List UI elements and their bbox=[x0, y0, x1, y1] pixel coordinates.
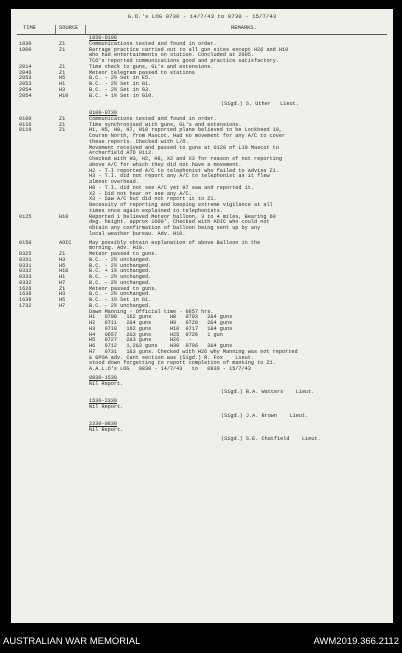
section-heading: 0100-0730 bbox=[89, 110, 118, 116]
section-heading: 2330-0830 bbox=[89, 421, 118, 428]
log-time: 0333 bbox=[19, 274, 32, 280]
signature-line: (Sigd.) B.A. Watters Lieut. bbox=[221, 389, 315, 396]
log-line bbox=[11, 428, 393, 434]
log-remark: Meteor telegram passed to stations bbox=[89, 69, 195, 76]
signature-line: (Sigd.) S. Uther Lieut. bbox=[221, 101, 299, 108]
log-remark: Time check to guns, GL's and extensions. bbox=[89, 63, 214, 70]
log-source: H3 bbox=[59, 291, 66, 298]
column-header-row bbox=[11, 25, 393, 33]
log-time: 1900 bbox=[19, 46, 32, 53]
log-remark: Nil Report. bbox=[89, 427, 124, 433]
column-header-remarks: REMARKS. bbox=[231, 25, 257, 31]
log-remark: who had entertainments on station. Concluded at 2005. bbox=[89, 52, 254, 59]
log-line bbox=[11, 437, 393, 443]
log-remark: H2 - T.I reported A/C to telephonist who failed to advise Z1. bbox=[89, 167, 279, 174]
log-time: 2046 bbox=[19, 69, 32, 76]
footer-credit: AUSTRALIAN WAR MEMORIAL bbox=[3, 636, 141, 647]
log-time: 0332 bbox=[19, 268, 32, 275]
log-remark: B.C. - 2½ unchanged. bbox=[89, 279, 152, 286]
log-remark: H8 - T.I. did not see A/C yet H7 saw and reported it. bbox=[89, 184, 254, 191]
log-source: H5 bbox=[59, 262, 66, 269]
log-source: H5 bbox=[59, 75, 66, 82]
log-title: G.O.'s LOG 0730 - 14/7/43 to 0730 - 15/7/43 bbox=[127, 13, 277, 20]
log-time: 0125 bbox=[19, 213, 32, 220]
log-remark: Necessity of reporting and keeping extreme vigilance at all bbox=[89, 202, 273, 208]
log-remark: & GPOA adv. Cant section was (Sigd.) R. Fox Lieut. bbox=[89, 354, 254, 361]
log-remark: morning. Adv. H10. bbox=[89, 245, 146, 252]
log-remark: these reports. Checked with L/O. bbox=[89, 138, 189, 145]
log-remark: H3 0718 162 guns H10 0717 1&4 guns bbox=[89, 325, 233, 332]
log-source: H10 bbox=[59, 213, 69, 220]
log-remark: May possibly obtain explanation of above Balloon in the bbox=[89, 239, 261, 246]
log-source: H7 bbox=[59, 302, 66, 309]
section-heading: 0830-1530 bbox=[89, 374, 118, 381]
signature-line: (Sigd.) J.A. Brown Lieut. bbox=[221, 412, 309, 419]
log-remark: H6 0712 1,2&3 guns H30 0706 3&4 guns bbox=[89, 343, 233, 349]
log-remark: B.C. - 2½ Set in E5. bbox=[89, 75, 152, 82]
log-remark: stood down forgetting to report completion of manning to Z1. bbox=[89, 360, 276, 367]
section-heading: 1530-2330 bbox=[89, 398, 118, 404]
log-remark: B.C. + 1½ unchanged. bbox=[89, 268, 152, 275]
log-source: Z1 bbox=[59, 127, 66, 134]
log-remark: Course North, from Mascot. Had no movement for any A/C to cover bbox=[89, 133, 286, 139]
log-source: H10 bbox=[59, 92, 69, 99]
log-time: 1830 bbox=[19, 40, 32, 47]
header-rule bbox=[17, 34, 387, 35]
log-time: 0325 bbox=[19, 251, 32, 257]
log-time: 0119 bbox=[19, 127, 32, 134]
log-source: Z1 bbox=[59, 40, 66, 47]
section-heading: 1830-0100 bbox=[89, 35, 118, 41]
log-time: 0100 bbox=[19, 115, 32, 122]
log-source: Z1 bbox=[59, 69, 66, 76]
log-remark: Reported 1 believed Meteor balloon, 3 to 4 miles, Bearing 60 bbox=[89, 213, 276, 220]
log-source: Z1 bbox=[59, 115, 66, 122]
log-time: 0150 bbox=[19, 239, 32, 246]
log-source: H5 bbox=[59, 297, 66, 303]
log-source: H3 bbox=[59, 256, 66, 263]
log-remark: A.A.L.O's LOG 0830 - 14/7/43 to 0830 - 15/7/43 bbox=[89, 366, 251, 372]
log-remark: almost overhead. bbox=[89, 179, 139, 185]
log-remark: Nil Report. bbox=[89, 380, 124, 387]
log-time: 2054 bbox=[19, 86, 32, 93]
log-remark: Archerfield ATD 0112. bbox=[89, 150, 155, 157]
log-time: 1732 bbox=[19, 302, 32, 309]
log-remark: Meteor passed to guns. bbox=[89, 285, 158, 292]
log-source: AOIC bbox=[59, 239, 72, 246]
log-source: Z1 bbox=[59, 251, 66, 257]
log-source: H3 bbox=[59, 86, 66, 93]
log-line bbox=[11, 94, 393, 100]
log-line bbox=[11, 102, 393, 108]
log-remark: B.C. - 2½ unchanged. bbox=[89, 291, 152, 298]
log-time: 2053 bbox=[19, 75, 32, 82]
log-time: 0116 bbox=[19, 121, 32, 128]
log-remark: B.C. - 1½ Set in G1. bbox=[89, 297, 152, 303]
log-line bbox=[11, 367, 393, 373]
log-remark: H4 0657 2&3 guns H25 0726 1 gun bbox=[89, 331, 223, 338]
log-remark: Communications tested and found in order. bbox=[89, 40, 217, 47]
log-remark: H3 - T.I. did not report any A/C to telephonist as it flew bbox=[89, 173, 270, 180]
log-remark: B.C. - 2½ Set in G3. bbox=[89, 86, 152, 93]
column-header-source: SOURCE bbox=[59, 25, 79, 31]
log-remark: TCO's reported communications good and practice satisfactory. bbox=[89, 58, 279, 64]
log-remark: Barrage practice carried out to all gun sites except H26 and H10 bbox=[89, 46, 289, 53]
log-remark: B.C. - 2½ unchanged. bbox=[89, 302, 152, 309]
log-remark: H5 0727 2&3 guns H26 - bbox=[89, 337, 192, 344]
log-remark: Meteor passed to guns. bbox=[89, 251, 158, 257]
log-remark: H7 0731 1&3 guns. Checked with H26 why Manning was not reported bbox=[89, 348, 298, 355]
log-time: 0332 bbox=[19, 279, 32, 286]
log-remark: local weather bureau. Adv. H10. bbox=[89, 230, 186, 237]
log-source: Z1 bbox=[59, 46, 66, 53]
log-line bbox=[11, 390, 393, 396]
document-page bbox=[11, 9, 393, 623]
log-remark: Nil Report. bbox=[89, 403, 124, 410]
log-source: Z1 bbox=[59, 63, 66, 70]
log-time: 0331 bbox=[19, 256, 32, 263]
log-remark: B.C. + 1½ Set in G10. bbox=[89, 92, 155, 99]
log-remark: B.C. - 2½ unchanged. bbox=[89, 262, 152, 269]
log-remark: obtain any confirmation of balloon being sent up by any bbox=[89, 225, 261, 231]
log-remark: H1 0708 162 guns H8 0703 2&4 guns bbox=[89, 314, 233, 321]
log-time: 2054 bbox=[19, 92, 32, 99]
log-line bbox=[11, 232, 393, 238]
log-remark: X2 - Did not hear or see any A/C. bbox=[89, 190, 192, 197]
log-time: 1639 bbox=[19, 297, 32, 303]
log-remark: times once again explained to telephonists. bbox=[89, 207, 223, 214]
log-remark: B.C. - 2½ Set in G1. bbox=[89, 81, 152, 87]
log-remark: H2 0711 2&4 guns H9 0720 2&4 guns bbox=[89, 320, 233, 326]
log-remark: Time synchronised with guns, GL's and extensions. bbox=[89, 121, 242, 128]
log-remark: Movement received and passed to guns at 0120 of L10 Mascot to bbox=[89, 144, 279, 151]
log-remark: H1, H5, H9, H7, H10 reported plane believed to be Lockheed 10, bbox=[89, 127, 283, 134]
log-time: 2014 bbox=[19, 63, 32, 70]
log-time: 2053 bbox=[19, 81, 32, 87]
log-remark: Checked with H3, H2, H8, X2 and X3 for reason of not reporting bbox=[89, 156, 283, 162]
log-line bbox=[11, 414, 393, 420]
log-source: Z1 bbox=[59, 285, 66, 292]
log-source: H1 bbox=[59, 81, 66, 87]
log-source: H7 bbox=[59, 279, 66, 286]
signature-line: (Sigd.) S.E. Chatfield Lieut. bbox=[221, 435, 321, 442]
column-header-time: TIME bbox=[23, 25, 36, 31]
log-source: Z1 bbox=[59, 121, 66, 128]
log-time: 1626 bbox=[19, 285, 32, 292]
log-remark: B.C. - 2½ unchanged. bbox=[89, 274, 152, 280]
log-time: 1638 bbox=[19, 291, 32, 298]
log-time: 0331 bbox=[19, 262, 32, 269]
footer-bar bbox=[0, 629, 402, 653]
log-entries bbox=[11, 36, 393, 443]
log-line bbox=[11, 382, 393, 388]
log-source: H10 bbox=[59, 268, 69, 275]
log-remark: deg. height. approx 1000'. Checked with AOIC who could not bbox=[89, 219, 270, 226]
log-remark: Dawn Manning - Official time - 0657 hrs. bbox=[89, 308, 214, 315]
log-source: H1 bbox=[59, 274, 66, 280]
log-remark: X3 - Saw A/C but did not report it to Z1. bbox=[89, 196, 217, 203]
log-remark: above A/C for which they did not have a movement. bbox=[89, 161, 242, 168]
log-remark: B.C. - 2½ unchanged. bbox=[89, 256, 152, 263]
log-line bbox=[11, 405, 393, 411]
footer-accession: AWM2019.366.2112 bbox=[313, 636, 399, 647]
log-remark: Communications tested and found in order. bbox=[89, 115, 217, 122]
